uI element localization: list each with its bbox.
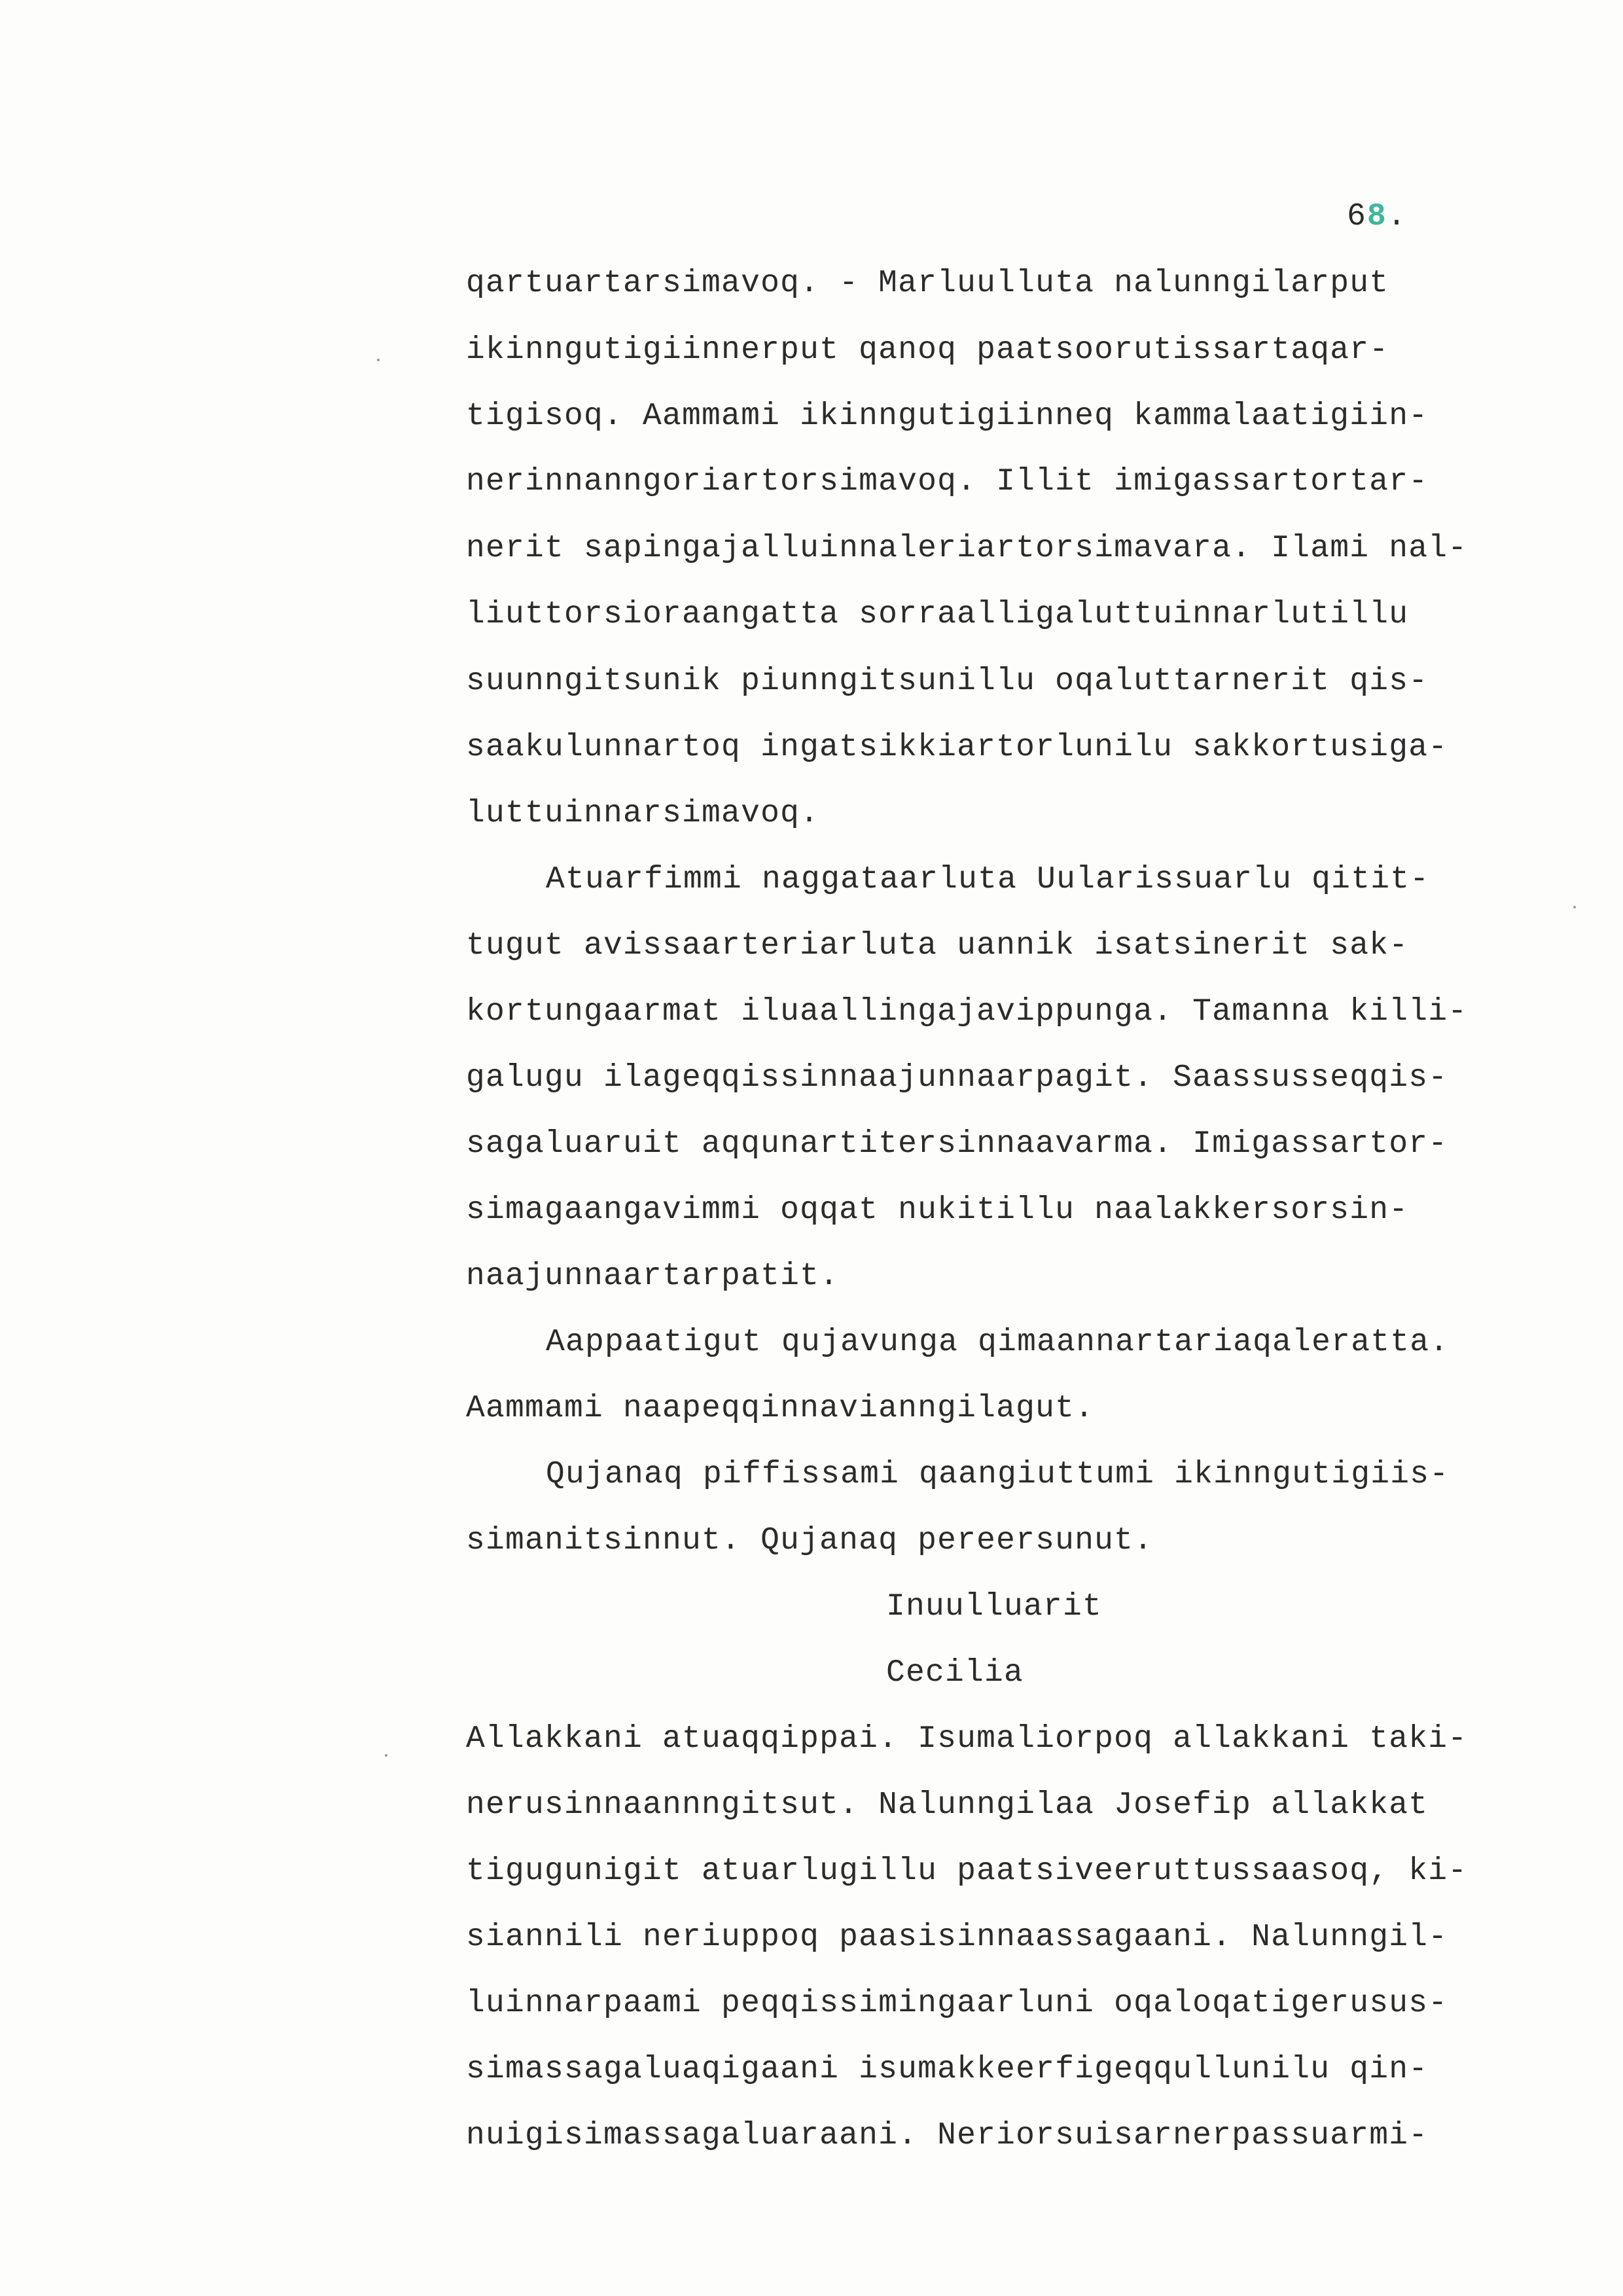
text-line: Atuarfimmi naggataarluta Uularissuarlu qitit- — [546, 862, 1430, 897]
text-line: sagaluaruit aqqunartitersinnaavarma. Imigassartor- — [466, 1126, 1448, 1162]
text-line: galugu ilageqqissinnaajunnaarpagit. Saassusseqqis- — [466, 1060, 1448, 1096]
letter-signature: Cecilia — [886, 1655, 1024, 1691]
text-line: Aappaatigut qujavunga qimaannartariaqaleratta. — [546, 1325, 1450, 1360]
text-line: tigisoq. Aammami ikinngutigiinneq kammalaatigiin- — [466, 399, 1429, 434]
text-line: tigugunigit atuarlugillu paatsiveeruttussaasoq, ki- — [466, 1854, 1468, 1889]
paper-speck — [385, 1754, 387, 1757]
text-line: qartuartarsimavoq. - Marluulluta nalunngilarput — [466, 266, 1389, 301]
text-line: naajunnaartarpatit. — [466, 1259, 840, 1294]
text-line: Aammami naapeqqinnavianngilagut. — [466, 1391, 1095, 1426]
text-line: kortungaarmat iluaallingajavippunga. Tamanna killi- — [466, 994, 1468, 1030]
text-line: Allakkani atuaqqippai. Isumaliorpoq allakkani taki- — [466, 1721, 1468, 1757]
text-line: nerit sapingajalluinnaleriartorsimavara. Ilami nal- — [466, 531, 1468, 566]
text-line: luttuinnarsimavoq. — [466, 796, 820, 831]
text-line: luinnarpaami peqqissimingaarluni oqaloqatigerusus- — [466, 1986, 1448, 2021]
text-line: simanitsinnut. Qujanaq pereersunut. — [466, 1523, 1154, 1558]
text-line: simagaangavimmi oqqat nukitillu naalakkersorsin- — [466, 1193, 1409, 1228]
text-line: liuttorsioraangatta sorraalligaluttuinnarlutillu — [466, 597, 1409, 632]
page-number-suffix: . — [1387, 199, 1408, 234]
letter-closing: Inuulluarit — [886, 1589, 1103, 1624]
text-line: nerusinnaannngitsut. Nalunngilaa Josefip allakkat — [466, 1787, 1429, 1823]
text-line: saakulunnartoq ingatsikkiartorlunilu sakkortusiga- — [466, 730, 1448, 765]
text-line: nuigisimassagaluaraani. Neriorsuisarnerpassuarmi- — [466, 2118, 1429, 2153]
paper-speck — [377, 359, 380, 361]
text-line: Qujanaq piffissami qaangiuttumi ikinngutigiis- — [546, 1457, 1450, 1492]
text-line: ikinngutigiinnerput qanoq paatsoorutissartaqar- — [466, 332, 1389, 368]
page-number-corrected-digit: 8 — [1366, 199, 1387, 234]
paper-speck — [1573, 906, 1576, 908]
page-number — [1347, 194, 1407, 240]
text-line: siannili neriuppoq paasisinnaassagaani. Nalunngil- — [466, 1920, 1448, 1955]
page-number-prefix: 6 — [1347, 199, 1367, 234]
text-line: tugut avissaarteriarluta uannik isatsinerit sak- — [466, 928, 1409, 963]
text-line: nerinnanngoriartorsimavoq. Illit imigassartortar- — [466, 464, 1429, 499]
text-line: simassagaluaqigaani isumakkeerfigeqqullunilu qin- — [466, 2052, 1429, 2087]
text-line: suunngitsunik piunngitsunillu oqaluttarnerit qis- — [466, 664, 1429, 699]
